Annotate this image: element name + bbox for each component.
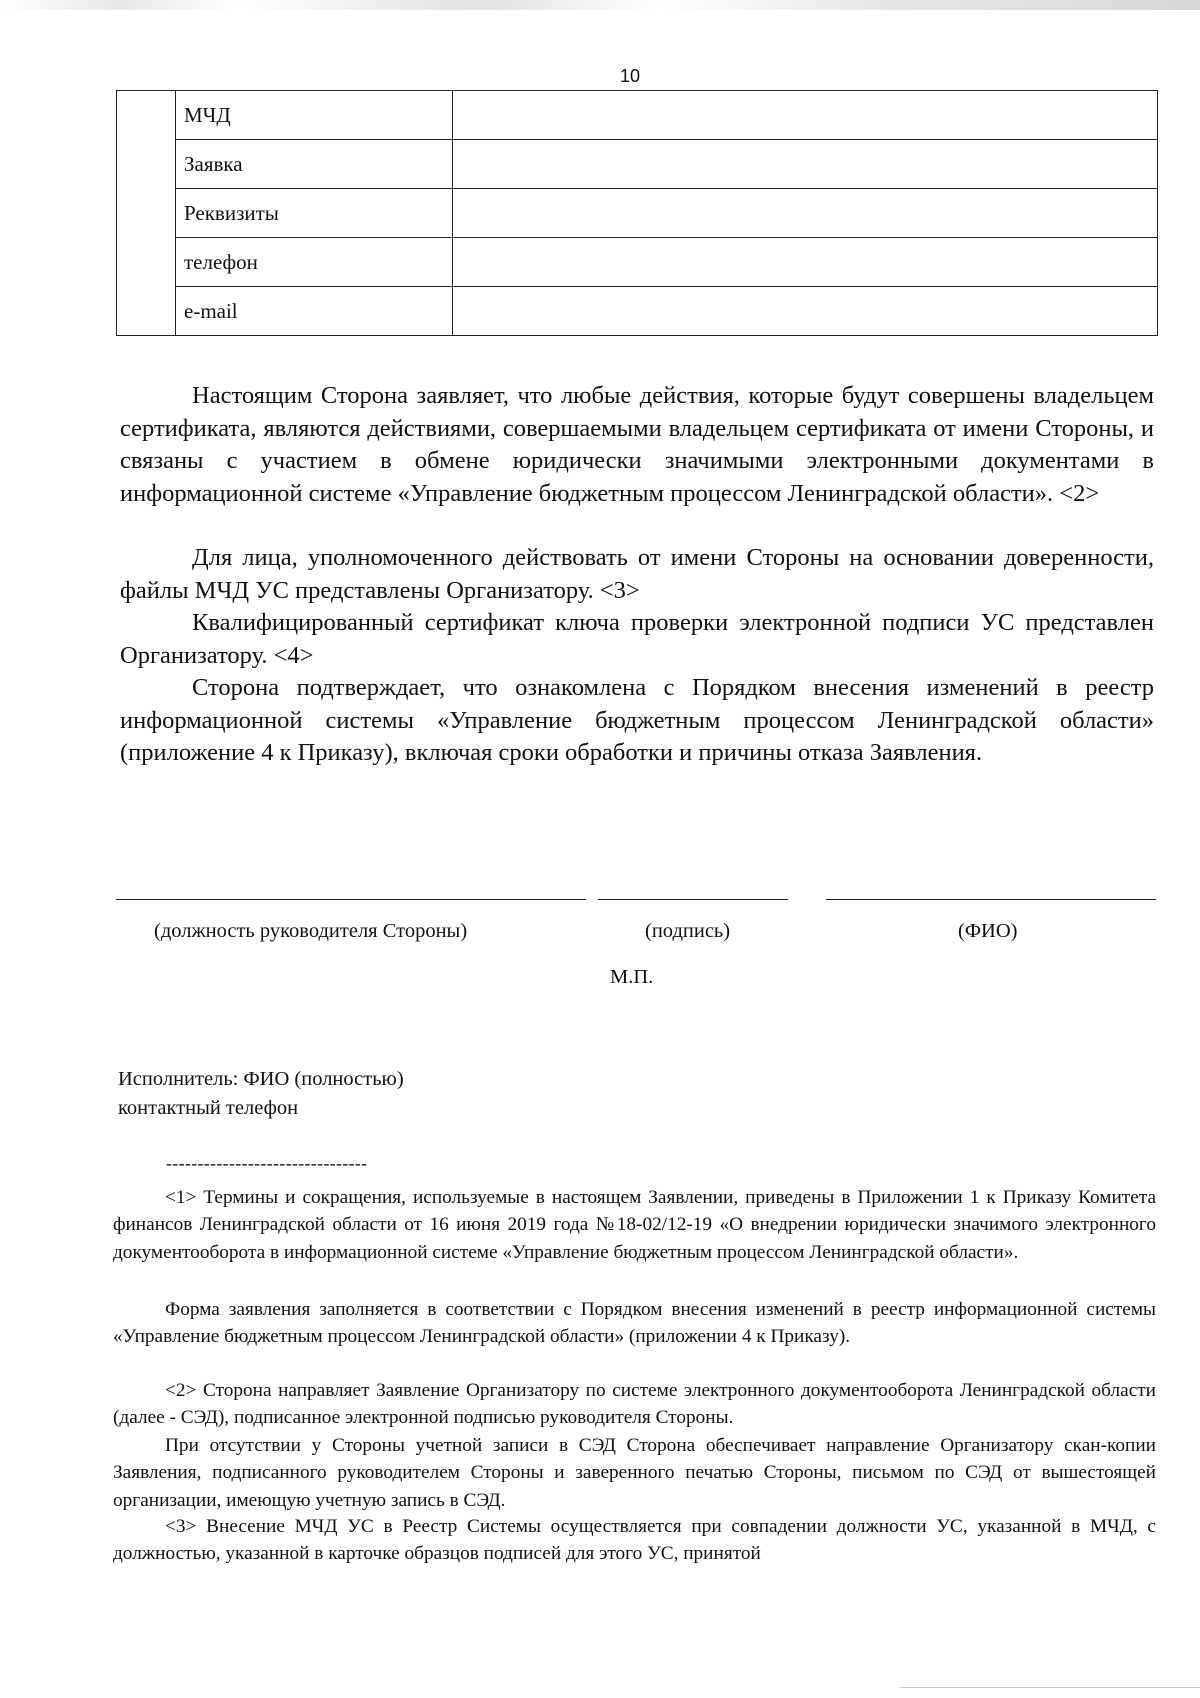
row-value-request [453,140,1158,189]
signature-label: (подпись) [645,920,731,942]
position-signature-line [116,899,586,900]
position-label: (должность руководителя Стороны) [154,920,468,942]
scan-top-edge [0,0,1200,10]
page-number: 10 [619,66,641,86]
body-paragraph-poa: Для лица, уполномоченного действовать от имени Стороны на основании доверенности, файлы МЧД УС представлены Организатору. <3> [120,544,1154,604]
footnote-3: <3> Внесение МЧД УС в Реестр Системы осуществляется при совпадении должности УС, указанной в МЧД, с должностью, указанной в карточке образцов подписей для этого УС, принятой [113,1516,1156,1565]
row-label-request: Заявка [176,140,453,189]
row-label-email: e-mail [176,287,453,336]
footnote-2-no-account: При отсутствии у Стороны учетной записи в СЭД Сторона обеспечивает направление Организатору скан-копии Заявления, подписанного руководителем Стороны и заверенного печатью Стороны, письмом по СЭД от вышестоящей организации, имеющую учетную запись в СЭД. [113,1435,1156,1511]
table-row [117,189,1158,238]
table-row [117,238,1158,287]
row-label-phone: телефон [176,238,453,287]
table-row [117,140,1158,189]
signature-line [598,899,788,900]
body-paragraph-certificate: Квалифицированный сертификат ключа проверки электронной подписи УС представлен Организатору. <4> [120,609,1154,669]
row-value-phone [453,238,1158,287]
executor-name-line: Исполнитель: ФИО (полностью) [118,1068,404,1090]
executor-phone-line: контактный телефон [118,1097,299,1119]
row-label-requisites: Реквизиты [176,189,453,238]
body-paragraph-acknowledgement: Сторона подтверждает, что ознакомлена с Порядком внесения изменений в реестр информационной системы «Управление бюджетным процессом Ленинградской области» (приложение 4 к Приказу), включая сроки обработки и причины отказа Заявления. [120,674,1154,766]
row-value-mchd [453,91,1158,140]
name-label: (ФИО) [958,920,1018,942]
footnote-1: <1> Термины и сокращения, используемые в настоящем Заявлении, приведены в Приложении 1 к Приказу Комитета финансов Ленинградской области от 16 июня 2019 года №18-02/12-19 «О внедрении юридически значимого электронного документооборота в информационной системе «Управление бюджетным процессом Ленинградской области». [113,1187,1156,1263]
row-value-requisites [453,189,1158,238]
footnote-1-form: Форма заявления заполняется в соответствии с Порядком внесения изменений в реестр информационной системы «Управление бюджетным процессом Ленинградской области» (приложении 4 к Приказу). [113,1299,1156,1348]
scan-bottom-edge [900,1687,1200,1690]
name-signature-line [826,899,1156,900]
row-value-email [453,287,1158,336]
body-paragraph-declaration: Настоящим Сторона заявляет, что любые действия, которые будут совершены владельцем сертификата, являются действиями, совершаемыми владельцем сертификата от имени Стороны, и связаны с участием в обмене юридически значимыми электронными документами в информационной системе «Управление бюджетным процессом Ленинградской области». <2> [120,382,1154,507]
requisites-table [116,90,1158,336]
row-label-mchd: МЧД [176,91,453,140]
table-blank-column [117,91,176,336]
stamp-place-label: М.П. [610,966,654,988]
footnote-2: <2> Сторона направляет Заявление Организатору по системе электронного документооборота Ленинградской области (далее - СЭД), подписанное электронной подписью руководителя Стороны. [113,1380,1156,1429]
table-row [117,287,1158,336]
footnote-separator: -------------------------------- [166,1153,368,1173]
table-row [117,91,1158,140]
